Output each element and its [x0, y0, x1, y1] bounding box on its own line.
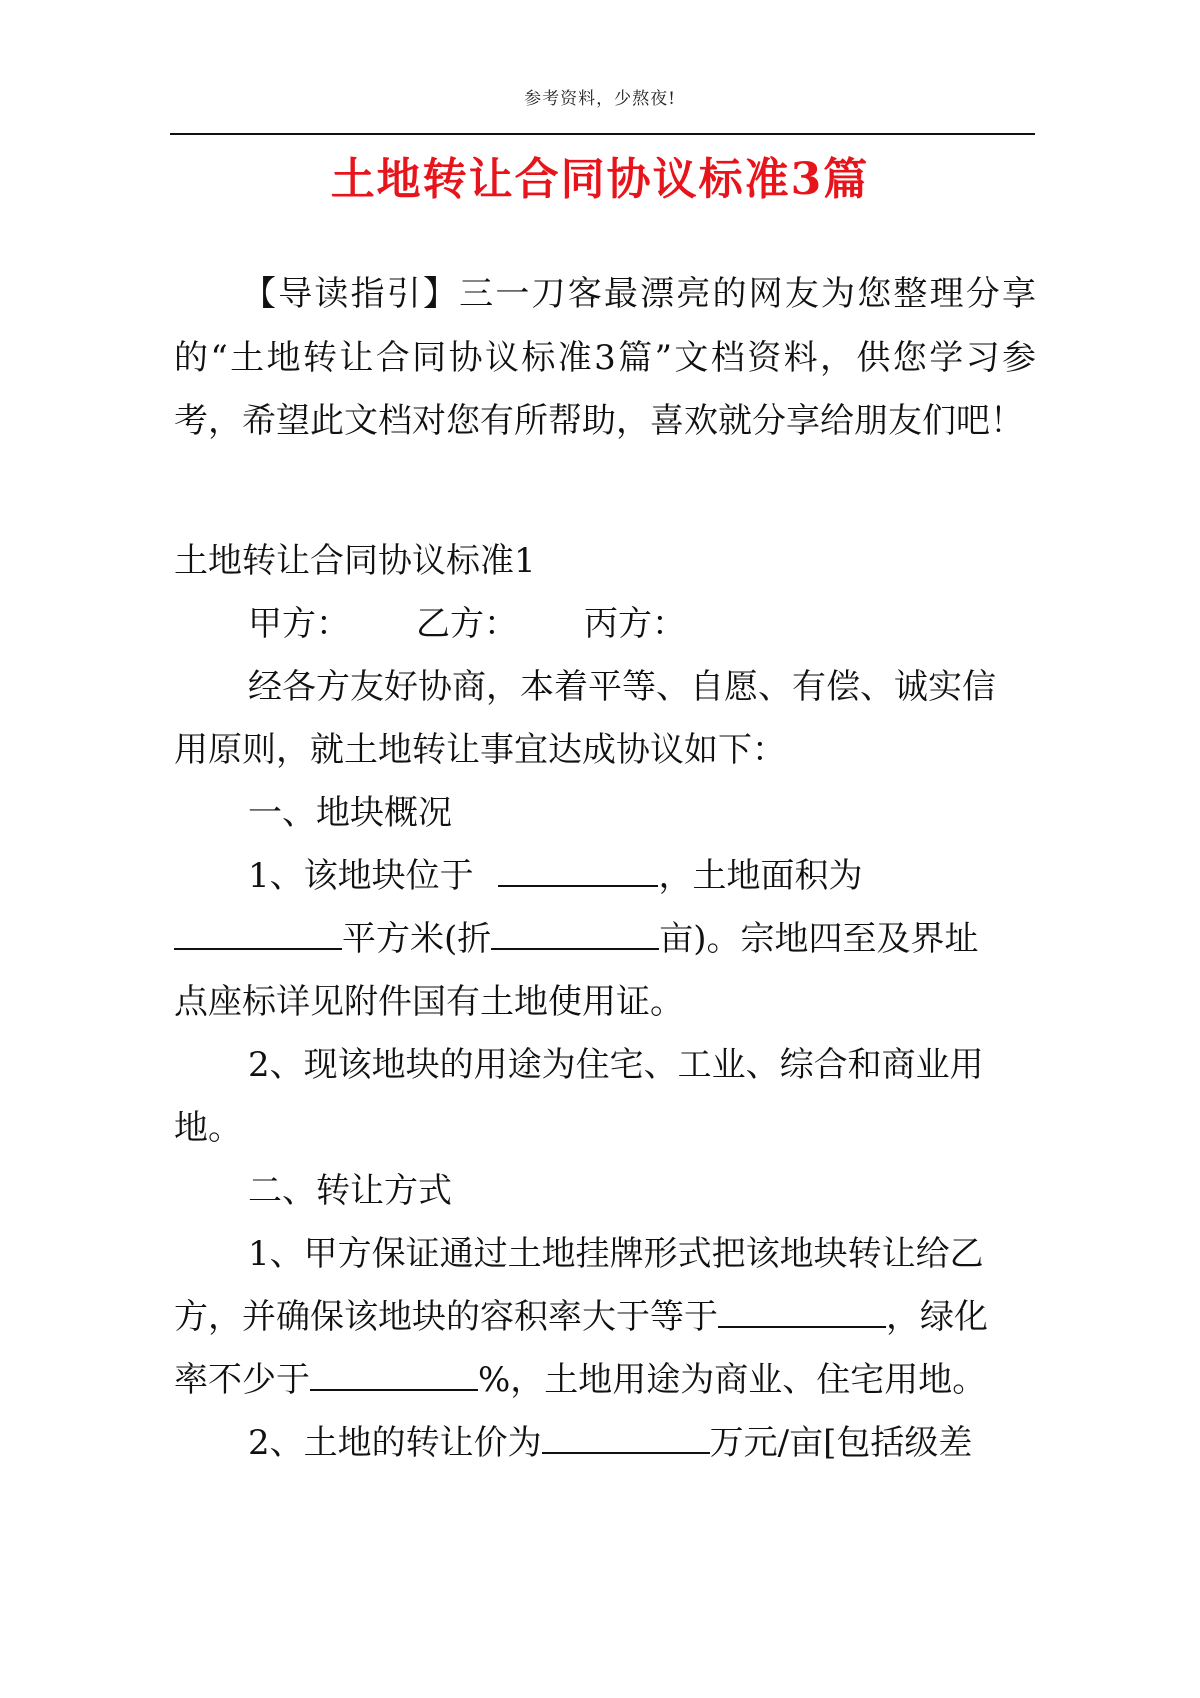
- plot-ratio-blank: [718, 1296, 886, 1328]
- intro-paragraph: 【导读指引】三一刀客最漂亮的网友为您整理分享的“土地转让合同协议标准3篇”文档资料，供您学习参考，希望此文档对您有所帮助，喜欢就分享给朋友们吧！: [174, 274, 1036, 441]
- preamble-line-2: 用原则，就土地转让事宜达成协议如下：: [174, 730, 786, 770]
- area-blank: [174, 918, 342, 950]
- item-2-line-2: 地。: [174, 1108, 242, 1148]
- item-1-line-1: [248, 845, 862, 909]
- section-heading: 土地转让合同协议标准1: [174, 541, 536, 581]
- part-two-item-1-line-2: [174, 1286, 988, 1350]
- party-a-label: 甲方：: [248, 604, 350, 644]
- item-1-text-d: 亩)。宗地四至及界址: [659, 919, 979, 959]
- item-1-line-2: [174, 908, 979, 972]
- header-divider: [170, 133, 1035, 135]
- party-c-label: 丙方：: [584, 604, 686, 644]
- part-two-item-1-line-1: 1、甲方保证通过土地挂牌形式把该地块转让给乙: [248, 1234, 984, 1274]
- p2-item-1-text-b: ，绿化: [886, 1297, 988, 1337]
- item-1-text-b: ，土地面积为: [658, 856, 863, 896]
- parties-line: [248, 593, 686, 657]
- price-blank: [542, 1422, 710, 1454]
- p2-item-1-text-a: 方，并确保该地块的容积率大于等于: [174, 1297, 718, 1337]
- document-title: 土地转让合同协议标准3篇: [330, 154, 870, 205]
- item-1-text-c: 平方米(折: [342, 919, 492, 959]
- p2-item-2-text-a: 2、土地的转让价为: [248, 1423, 542, 1463]
- part-two-heading: 二、转让方式: [248, 1171, 452, 1211]
- item-2-line-1: 2、现该地块的用途为住宅、工业、综合和商业用: [248, 1045, 984, 1085]
- preamble-line-1: 经各方友好协商，本着平等、自愿、有偿、诚实信: [248, 667, 996, 707]
- mu-blank: [491, 918, 659, 950]
- party-b-label: 乙方：: [416, 604, 518, 644]
- location-blank: [498, 855, 658, 887]
- part-one-heading: 一、地块概况: [248, 793, 452, 833]
- part-two-item-1-line-3: [174, 1349, 986, 1413]
- item-1-line-3: 点座标详见附件国有土地使用证。: [174, 982, 684, 1022]
- part-two-item-2-line-1: [248, 1412, 972, 1476]
- p2-item-2-text-b: 万元/亩[包括级差: [709, 1423, 973, 1463]
- greening-rate-blank: [310, 1359, 478, 1391]
- item-1-text-a: 1、该地块位于: [248, 856, 474, 896]
- p2-item-1-text-c: 率不少于: [174, 1360, 310, 1400]
- p2-item-1-text-d: %，土地用途为商业、住宅用地。: [478, 1360, 987, 1400]
- header-note: 参考资料，少熬夜!: [524, 89, 676, 109]
